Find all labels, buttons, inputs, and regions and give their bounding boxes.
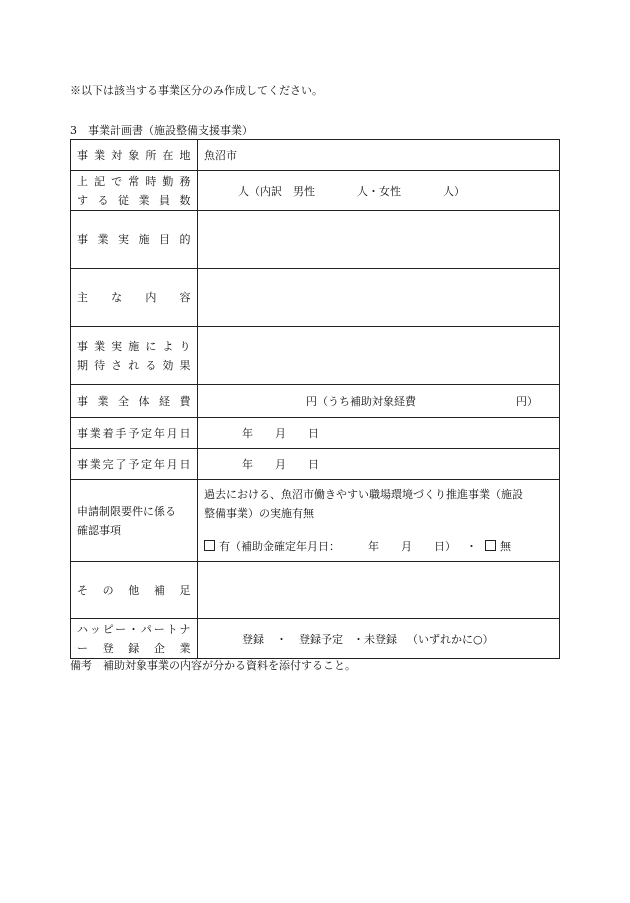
field-effect[interactable] (198, 327, 560, 385)
employees-male-unit: 人・女性 (357, 184, 401, 198)
label-content: 主な内容 (71, 269, 198, 327)
label-effect (71, 327, 198, 385)
label-employees-line2: する従業員数 (77, 193, 191, 207)
cost-yen: 円 (306, 395, 317, 408)
row-end-date (71, 449, 560, 480)
restriction-dot: ・ (466, 540, 477, 553)
cost-subsidy-open: （うち補助対象経費 (317, 395, 416, 408)
row-start-date (71, 418, 560, 449)
label-happy-partner (71, 619, 198, 659)
happy-opt-registered[interactable]: 登録 (242, 632, 264, 646)
label-effect-line1: 事業実施により (77, 339, 191, 353)
row-location (71, 140, 560, 171)
restriction-month: 月 (401, 540, 412, 553)
happy-opt-planned[interactable]: 登録予定 (299, 632, 343, 646)
label-location: 事業対象所在地 (71, 140, 198, 171)
label-restriction (71, 480, 198, 562)
field-happy-partner[interactable] (198, 619, 560, 659)
label-employees-line1: 上記で常時勤務 (77, 174, 191, 188)
label-restriction-line1: 申請制限要件に係る (77, 504, 176, 518)
restriction-day: 日） (434, 540, 456, 553)
employees-breakdown-open: （内訳 男性 (249, 184, 315, 198)
label-happy-line2: ー登録企業 (77, 641, 191, 655)
checkbox-no[interactable] (485, 540, 496, 551)
cost-subsidy-close: 円） (516, 395, 538, 408)
label-end-date: 事業完了予定年月日 (71, 449, 198, 480)
field-restriction (198, 480, 560, 562)
remark: 備考 補助対象事業の内容が分かる資料を添付すること。 (70, 659, 356, 672)
happy-opt-unregistered[interactable]: ・未登録 (353, 632, 397, 646)
instruction-note: ※以下は該当する事業区分のみ作成してください。 (70, 84, 323, 97)
restriction-text-line2: 整備事業）の実施有無 (204, 507, 314, 520)
row-content (71, 269, 560, 327)
row-other (71, 562, 560, 619)
row-employees (71, 171, 560, 211)
label-other: その他補足 (71, 562, 198, 619)
restriction-no-label: 無 (500, 540, 511, 553)
business-plan-table (70, 139, 560, 659)
label-employees (71, 171, 198, 211)
field-purpose[interactable] (198, 211, 560, 269)
employees-unit: 人 (238, 184, 249, 198)
field-content[interactable] (198, 269, 560, 327)
label-restriction-line2: 確認事項 (77, 523, 121, 537)
end-month: 月 (275, 458, 286, 471)
field-cost[interactable] (198, 385, 560, 418)
end-year: 年 (242, 458, 253, 471)
field-location[interactable]: 魚沼市 (198, 140, 560, 171)
start-day: 日 (308, 427, 319, 440)
checkbox-yes[interactable] (204, 540, 215, 551)
field-other[interactable] (198, 562, 560, 619)
row-restriction (71, 480, 560, 562)
row-effect (71, 327, 560, 385)
restriction-text-line1: 過去における、魚沼市働きやすい職場環境づくり推進事業（施設 (204, 488, 523, 501)
field-end-date[interactable] (198, 449, 560, 480)
end-day: 日 (308, 458, 319, 471)
label-effect-line2: 期待される効果 (77, 358, 191, 372)
field-start-date[interactable] (198, 418, 560, 449)
row-happy-partner (71, 619, 560, 659)
happy-sep: ・ (276, 632, 287, 646)
label-purpose: 事業実施目的 (71, 211, 198, 269)
field-employees[interactable] (198, 171, 560, 211)
restriction-yes-label: 有（補助金確定年月日： (219, 540, 340, 553)
employees-close: 人） (443, 184, 465, 198)
row-purpose (71, 211, 560, 269)
section-title: 3 事業計画書（施設整備支援事業） (70, 124, 253, 137)
restriction-year: 年 (368, 540, 379, 553)
row-cost (71, 385, 560, 418)
start-year: 年 (242, 427, 253, 440)
label-happy-line1: ハッピー・パートナ (77, 622, 191, 636)
start-month: 月 (275, 427, 286, 440)
label-cost: 事業全体経費 (71, 385, 198, 418)
happy-hint: （いずれかに○） (407, 632, 494, 646)
label-start-date: 事業着手予定年月日 (71, 418, 198, 449)
